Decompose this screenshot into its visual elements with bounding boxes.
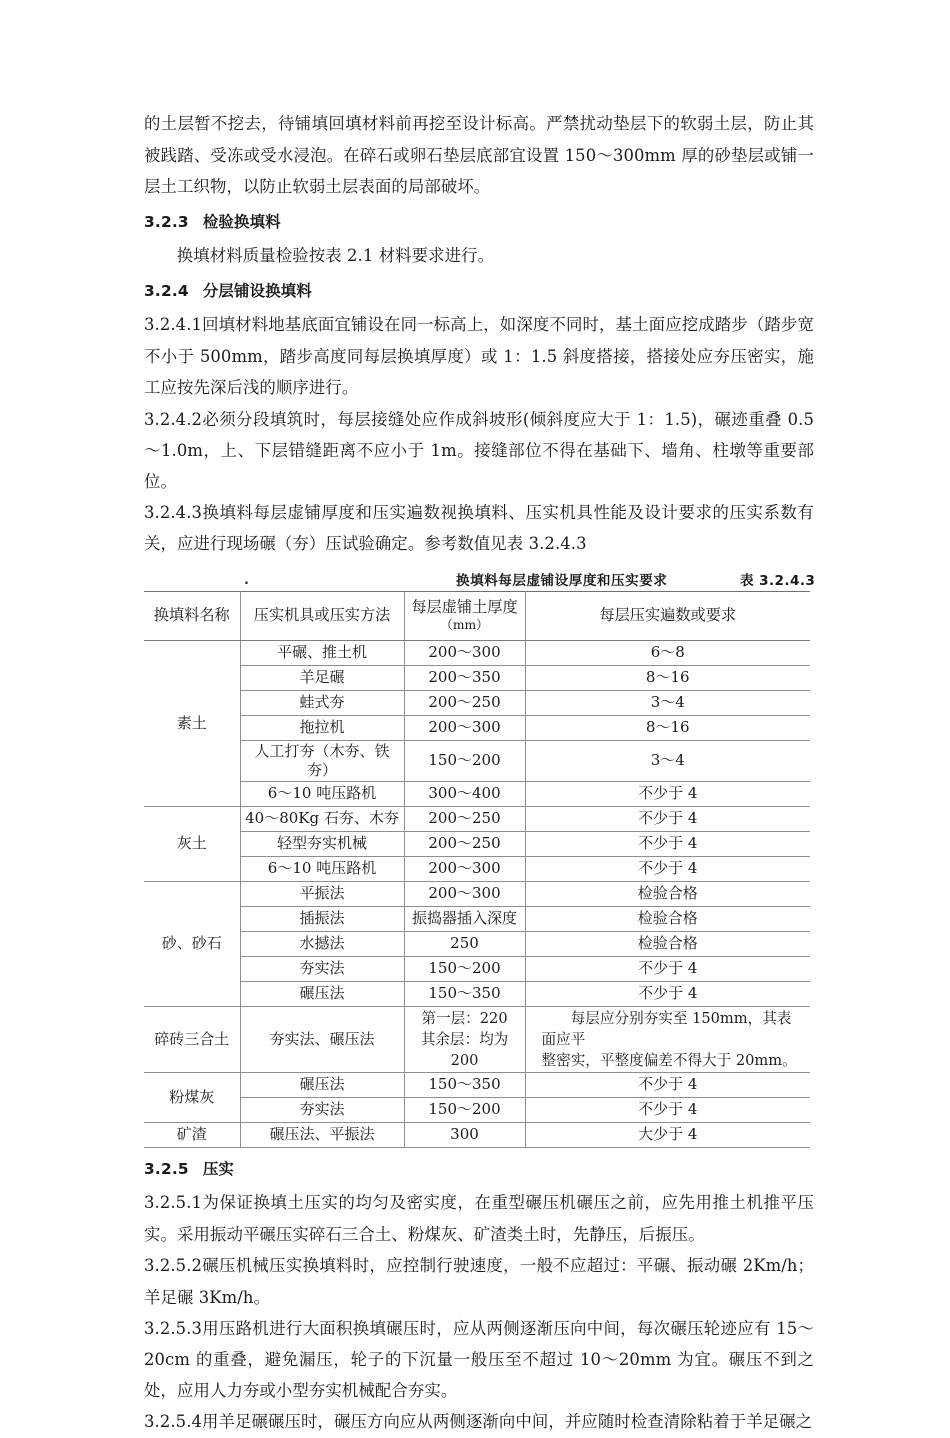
heading-3-2-3-title: 检验换填料: [202, 212, 281, 231]
heading-3-2-3-number: 3.2.3: [144, 212, 189, 231]
cell-thickness: 200～250: [404, 690, 525, 715]
clause-3-2-4-1-number: 3.2.4.1: [144, 315, 203, 334]
clause-3-2-5-3-number: 3.2.5.3: [144, 1319, 203, 1338]
cell-thickness: [404, 1006, 525, 1072]
heading-3-2-3: [144, 207, 814, 239]
group-name-cell: 碎砖三合土: [144, 1006, 240, 1072]
group-name-cell: 粉煤灰: [144, 1072, 240, 1122]
header-method: 压实机具或压实方法: [240, 591, 404, 640]
cell-thickness: 300～400: [404, 781, 525, 806]
cell-requirement: 8～16: [525, 665, 810, 690]
cell-thickness: 150～200: [404, 740, 525, 781]
table-row: [144, 931, 810, 956]
table-header-row: [144, 591, 810, 640]
cell-thickness: 200～300: [404, 640, 525, 665]
table-row: [144, 956, 810, 981]
table-row: [144, 856, 810, 881]
cell-method: 夯实法、碾压法: [240, 1006, 404, 1072]
table-row: [144, 831, 810, 856]
clause-3-2-5-2-text: 碾压机械压实换填料时，应控制行驶速度，一般不应超过：平碾、振动碾 2Km/h；羊足碾 3Km/h。: [144, 1256, 814, 1307]
table-row: [144, 981, 810, 1006]
header-requirement: 每层压实遍数或要求: [525, 591, 810, 640]
cell-thickness: 150～350: [404, 1072, 525, 1097]
table-row: [144, 1097, 810, 1122]
clause-3-2-5-4: [144, 1406, 814, 1438]
clause-3-2-5-1: [144, 1187, 814, 1250]
cell-thickness: 200～250: [404, 831, 525, 856]
cell-requirement: 检验合格: [525, 881, 810, 906]
heading-3-2-4-number: 3.2.4: [144, 281, 189, 300]
clause-3-2-4-2-text: 必须分段填筑时，每层接缝处应作成斜坡形(倾斜度应大于 1：1.5)，碾迹重叠 0.5～1.0m，上、下层错缝距离不应小于 1m。接缝部位不得在基础下、墙角、柱墩等重要部位。: [144, 409, 814, 491]
clause-3-2-5-2: [144, 1250, 814, 1313]
cell-requirement: 3～4: [525, 740, 810, 781]
group-name-cell: 素土: [144, 640, 240, 806]
cell-requirement: 检验合格: [525, 906, 810, 931]
heading-3-2-4: [144, 276, 814, 308]
clause-3-2-4-2-number: 3.2.4.2: [144, 409, 203, 429]
cell-thickness: 200～350: [404, 665, 525, 690]
group-name-cell: 矿渣: [144, 1122, 240, 1147]
cell-method: 水撼法: [240, 931, 404, 956]
table-caption-title: 换填料每层虚铺设厚度和压实要求: [456, 572, 668, 589]
cell-method: 碾压法、平振法: [240, 1122, 404, 1147]
cell-thickness: 250: [404, 931, 525, 956]
clause-3-2-5-3: [144, 1313, 814, 1406]
cell-thickness: 200～300: [404, 715, 525, 740]
cell-method: 平碾、推土机: [240, 640, 404, 665]
backfill-compaction-table: [144, 591, 810, 1148]
group-name-cell: 砂、砂石: [144, 881, 240, 1006]
cell-method: 6～10 吨压路机: [240, 781, 404, 806]
cell-method: 轻型夯实机械: [240, 831, 404, 856]
cell-requirement-line2: 整密实，平整度偏差不得大于 20mm。: [541, 1051, 797, 1069]
table-row: [144, 715, 810, 740]
clause-3-2-4-3-text: 换填料每层虚铺厚度和压实遍数视换填料、压实机具性能及设计要求的压实系数有关，应进行现场碾（夯）压试验确定。参考数值见表 3.2.4.3: [144, 502, 814, 553]
header-thickness-unit: （mm）: [440, 618, 489, 632]
cell-requirement: [525, 1006, 810, 1072]
heading-3-2-5-number: 3.2.5: [144, 1159, 189, 1178]
heading-3-2-5-title: 压实: [202, 1159, 235, 1178]
table-row: [144, 906, 810, 931]
cell-thickness: 150～350: [404, 981, 525, 1006]
cell-thickness-line2: 其余层：均为 200: [420, 1030, 509, 1069]
clause-3-2-5-3-text: 用压路机进行大面积换填碾压时，应从两侧逐渐压向中间，每次碾压轮迹应有 15～20cm 的重叠，避免漏压，轮子的下沉量一般压至不超过 10～20mm 为宜。碾压不到之处，应用人力夯或小型夯实机械配合夯实。: [144, 1319, 814, 1400]
paragraph-3-2-3: 换填材料质量检验按表 2.1 材料要求进行。: [176, 246, 495, 265]
table-row: [144, 781, 810, 806]
cell-method: 拖拉机: [240, 715, 404, 740]
cell-method: 6～10 吨压路机: [240, 856, 404, 881]
cell-thickness: 300: [404, 1122, 525, 1147]
clause-3-2-4-3: [144, 497, 814, 559]
table-row: [144, 881, 810, 906]
cell-requirement-line1: 每层应分别夯实至 150mm，其表面应平: [541, 1009, 792, 1048]
table-caption: [144, 567, 814, 591]
cell-method: 碾压法: [240, 1072, 404, 1097]
cell-thickness-line1: 第一层：220: [421, 1009, 508, 1027]
clause-3-2-5-2-number: 3.2.5.2: [144, 1256, 203, 1275]
cell-thickness: 150～200: [404, 1097, 525, 1122]
clause-3-2-4-1: [144, 309, 814, 404]
table-caption-number: 表 3.2.4.3: [740, 572, 816, 589]
cell-thickness: 振捣器插入深度: [404, 906, 525, 931]
cell-method: 碾压法: [240, 981, 404, 1006]
cell-thickness: 150～200: [404, 956, 525, 981]
cell-requirement: 检验合格: [525, 931, 810, 956]
cell-thickness: 200～250: [404, 806, 525, 831]
cell-requirement: 不少于 4: [525, 1097, 810, 1122]
table-row: [144, 1072, 810, 1097]
cell-method: 插振法: [240, 906, 404, 931]
clause-3-2-4-2: [144, 404, 814, 497]
caption-dot-mark: .: [244, 572, 249, 588]
clause-3-2-4-3-number: 3.2.4.3: [144, 502, 203, 522]
cell-requirement: 不少于 4: [525, 956, 810, 981]
cell-requirement: 不少于 4: [525, 981, 810, 1006]
cell-thickness: 200～300: [404, 856, 525, 881]
cell-method: 夯实法: [240, 1097, 404, 1122]
paragraph-continuation: 的土层暂不挖去，待铺填回填材料前再挖至设计标高。严禁扰动垫层下的软弱土层，防止其被践踏、受冻或受水浸泡。在碎石或卵石垫层底部宜设置 150～300mm 厚的砂垫层或铺一层土工织物，以防止软弱土层表面的局部破坏。: [144, 114, 814, 196]
cell-requirement: 6～8: [525, 640, 810, 665]
header-thickness: [404, 591, 525, 640]
cell-method: 蛙式夯: [240, 690, 404, 715]
clause-3-2-5-4-text: 用羊足碾碾压时，碾压方向应从两侧逐渐向中间，并应随时检查清除粘着于羊足碾之: [202, 1412, 813, 1431]
cell-method: 夯实法: [240, 956, 404, 981]
clause-3-2-4-1-text: 回填材料地基底面宜铺设在同一标高上，如深度不同时，基土面应挖成踏步（踏步宽不小于 500mm，踏步高度同每层换填厚度）或 1：1.5 斜度搭接，搭接处应夯压密实，施工应按先深后浅的顺序进行。: [144, 315, 814, 397]
cell-thickness: 200～300: [404, 881, 525, 906]
group-name-cell: 灰土: [144, 806, 240, 881]
table-row: [144, 690, 810, 715]
table-block: [144, 567, 814, 1148]
clause-3-2-5-1-text: 为保证换填土压实的均匀及密实度，在重型碾压机碾压之前，应先用推土机推平压实。采用振动平碾压实碎石三合土、粉煤灰、矿渣类土时，先静压，后振压。: [144, 1193, 814, 1244]
cell-requirement: 不少于 4: [525, 856, 810, 881]
table-row: [144, 1006, 810, 1072]
cell-method: 40～80Kg 石夯、木夯: [240, 806, 404, 831]
header-thickness-line1: 每层虚铺土厚度: [411, 598, 518, 616]
cell-requirement: 不少于 4: [525, 806, 810, 831]
cell-method: 人工打夯（木夯、铁夯）: [240, 740, 404, 781]
cell-requirement: 大少于 4: [525, 1122, 810, 1147]
heading-3-2-5: [144, 1154, 814, 1186]
heading-3-2-4-title: 分层铺设换填料: [202, 281, 312, 300]
cell-method: 平振法: [240, 881, 404, 906]
cell-requirement: 不少于 4: [525, 781, 810, 806]
cell-method: 羊足碾: [240, 665, 404, 690]
cell-requirement: 不少于 4: [525, 1072, 810, 1097]
cell-requirement: 3～4: [525, 690, 810, 715]
table-row: [144, 1122, 810, 1147]
cell-requirement: 不少于 4: [525, 831, 810, 856]
table-row: [144, 740, 810, 781]
header-material-name: 换填料名称: [144, 591, 240, 640]
clause-3-2-5-1-number: 3.2.5.1: [144, 1193, 203, 1212]
table-row: [144, 640, 810, 665]
cell-requirement: 8～16: [525, 715, 810, 740]
table-row: [144, 665, 810, 690]
table-row: [144, 806, 810, 831]
clause-3-2-5-4-number: 3.2.5.4: [144, 1412, 203, 1431]
